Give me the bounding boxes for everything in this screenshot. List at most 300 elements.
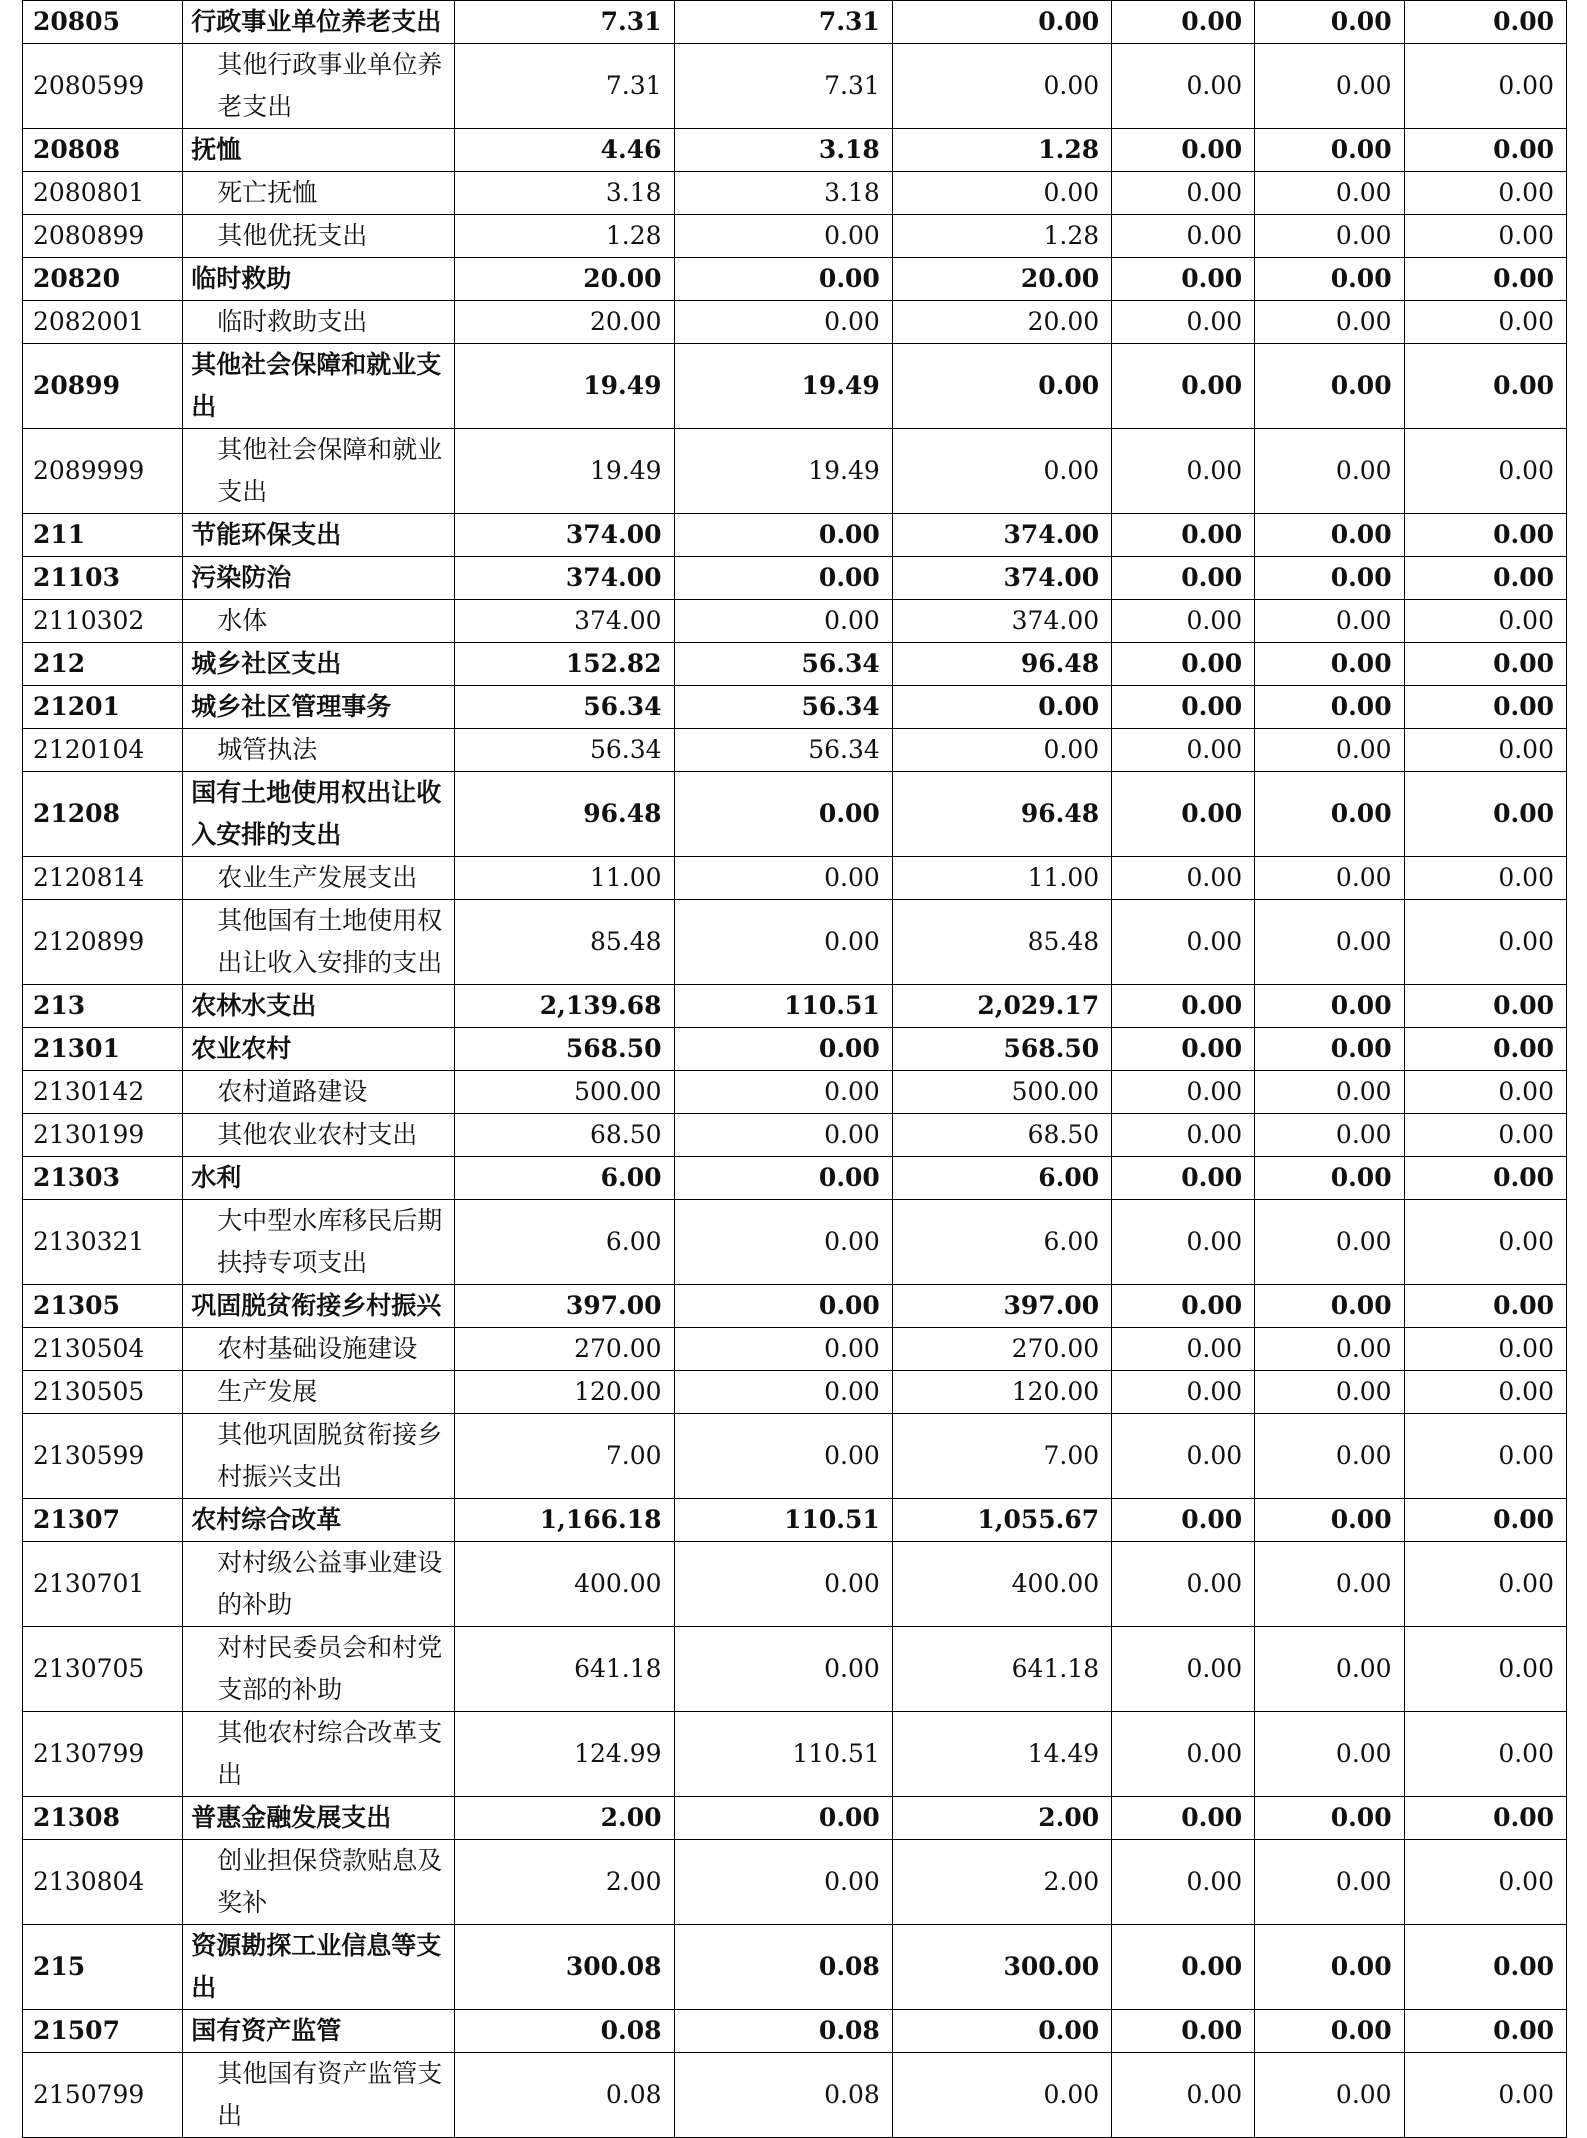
amount-cell: 397.00 xyxy=(455,1285,674,1328)
subject-name-cell: 城乡社区支出 xyxy=(183,643,455,686)
subject-code-cell: 2082001 xyxy=(23,301,183,344)
amount-cell: 0.00 xyxy=(1404,1,1566,44)
amount-cell: 0.00 xyxy=(1255,44,1404,129)
subject-code-cell: 212 xyxy=(23,643,183,686)
amount-cell: 0.00 xyxy=(674,857,892,900)
table-row xyxy=(23,1,1567,44)
amount-cell: 0.00 xyxy=(1112,172,1255,215)
amount-cell: 0.00 xyxy=(674,1285,892,1328)
amount-cell: 68.50 xyxy=(455,1114,674,1157)
amount-cell: 374.00 xyxy=(892,557,1111,600)
subject-code-cell: 2089999 xyxy=(23,429,183,514)
amount-cell: 2.00 xyxy=(455,1797,674,1840)
subject-name-cell: 国有土地使用权出让收入安排的支出 xyxy=(183,772,455,857)
amount-cell: 0.00 xyxy=(892,2010,1111,2053)
amount-cell: 0.00 xyxy=(1255,557,1404,600)
amount-cell: 14.49 xyxy=(892,1712,1111,1797)
amount-cell: 110.51 xyxy=(674,985,892,1028)
amount-cell: 0.00 xyxy=(674,1071,892,1114)
amount-cell: 19.49 xyxy=(674,429,892,514)
amount-cell: 0.00 xyxy=(1404,172,1566,215)
amount-cell: 0.00 xyxy=(674,1627,892,1712)
amount-cell: 0.00 xyxy=(1255,985,1404,1028)
amount-cell: 0.00 xyxy=(1255,729,1404,772)
amount-cell: 0.00 xyxy=(1404,1414,1566,1499)
subject-code-cell: 20808 xyxy=(23,129,183,172)
subject-code-cell: 2130142 xyxy=(23,1071,183,1114)
amount-cell: 0.00 xyxy=(1112,215,1255,258)
subject-code-cell: 2120899 xyxy=(23,900,183,985)
amount-cell: 0.00 xyxy=(1255,686,1404,729)
amount-cell: 300.08 xyxy=(455,1925,674,2010)
amount-cell: 1.28 xyxy=(892,215,1111,258)
amount-cell: 152.82 xyxy=(455,643,674,686)
amount-cell: 0.00 xyxy=(1112,1925,1255,2010)
subject-name-cell: 其他农村综合改革支出 xyxy=(183,1712,455,1797)
table-row xyxy=(23,215,1567,258)
amount-cell: 7.31 xyxy=(674,1,892,44)
amount-cell: 0.00 xyxy=(1255,514,1404,557)
amount-cell: 0.00 xyxy=(1112,857,1255,900)
amount-cell: 20.00 xyxy=(455,258,674,301)
amount-cell: 0.00 xyxy=(1112,429,1255,514)
subject-code-cell: 213 xyxy=(23,985,183,1028)
amount-cell: 0.00 xyxy=(674,1542,892,1627)
table-row xyxy=(23,2053,1567,2138)
amount-cell: 0.00 xyxy=(1255,1499,1404,1542)
amount-cell: 374.00 xyxy=(892,514,1111,557)
subject-code-cell: 2080899 xyxy=(23,215,183,258)
subject-name-cell: 临时救助支出 xyxy=(183,301,455,344)
amount-cell: 0.00 xyxy=(1404,686,1566,729)
amount-cell: 0.00 xyxy=(1404,1371,1566,1414)
subject-name-cell: 农村综合改革 xyxy=(183,1499,455,1542)
amount-cell: 397.00 xyxy=(892,1285,1111,1328)
amount-cell: 0.00 xyxy=(1404,2053,1566,2138)
subject-name-cell: 城管执法 xyxy=(183,729,455,772)
table-row xyxy=(23,1627,1567,1712)
subject-name-cell: 其他国有土地使用权出让收入安排的支出 xyxy=(183,900,455,985)
amount-cell: 68.50 xyxy=(892,1114,1111,1157)
table-row xyxy=(23,1840,1567,1925)
table-row xyxy=(23,2010,1567,2053)
subject-code-cell: 21305 xyxy=(23,1285,183,1328)
table-row xyxy=(23,1157,1567,1200)
amount-cell: 0.00 xyxy=(1255,429,1404,514)
table-row xyxy=(23,1499,1567,1542)
amount-cell: 0.00 xyxy=(1255,258,1404,301)
table-row xyxy=(23,1285,1567,1328)
subject-name-cell: 其他农业农村支出 xyxy=(183,1114,455,1157)
table-row xyxy=(23,1028,1567,1071)
amount-cell: 500.00 xyxy=(892,1071,1111,1114)
subject-name-cell: 其他巩固脱贫衔接乡村振兴支出 xyxy=(183,1414,455,1499)
subject-name-cell: 临时救助 xyxy=(183,258,455,301)
amount-cell: 7.31 xyxy=(674,44,892,129)
amount-cell: 0.00 xyxy=(1112,301,1255,344)
amount-cell: 0.00 xyxy=(1404,1925,1566,2010)
amount-cell: 0.00 xyxy=(1404,1840,1566,1925)
amount-cell: 400.00 xyxy=(455,1542,674,1627)
subject-code-cell: 2080599 xyxy=(23,44,183,129)
table-row xyxy=(23,1071,1567,1114)
amount-cell: 0.00 xyxy=(1112,1840,1255,1925)
amount-cell: 0.00 xyxy=(892,686,1111,729)
amount-cell: 0.00 xyxy=(674,1114,892,1157)
amount-cell: 0.00 xyxy=(1404,1712,1566,1797)
subject-name-cell: 生产发展 xyxy=(183,1371,455,1414)
amount-cell: 0.00 xyxy=(1112,557,1255,600)
amount-cell: 0.00 xyxy=(1404,1200,1566,1285)
amount-cell: 0.00 xyxy=(1255,643,1404,686)
table-row xyxy=(23,1925,1567,2010)
amount-cell: 0.00 xyxy=(1112,1499,1255,1542)
subject-name-cell: 农林水支出 xyxy=(183,985,455,1028)
table-row xyxy=(23,900,1567,985)
amount-cell: 6.00 xyxy=(455,1157,674,1200)
amount-cell: 0.00 xyxy=(1112,1285,1255,1328)
amount-cell: 0.00 xyxy=(1404,215,1566,258)
amount-cell: 0.00 xyxy=(1404,900,1566,985)
subject-code-cell: 21201 xyxy=(23,686,183,729)
amount-cell: 120.00 xyxy=(892,1371,1111,1414)
amount-cell: 568.50 xyxy=(455,1028,674,1071)
amount-cell: 0.00 xyxy=(1112,1414,1255,1499)
subject-code-cell: 2130804 xyxy=(23,1840,183,1925)
amount-cell: 0.00 xyxy=(1112,772,1255,857)
subject-name-cell: 其他行政事业单位养老支出 xyxy=(183,44,455,129)
amount-cell: 56.34 xyxy=(455,686,674,729)
amount-cell: 0.00 xyxy=(1404,600,1566,643)
amount-cell: 0.00 xyxy=(1404,1797,1566,1840)
subject-name-cell: 其他国有资产监管支出 xyxy=(183,2053,455,2138)
amount-cell: 0.00 xyxy=(1255,1028,1404,1071)
amount-cell: 1.28 xyxy=(892,129,1111,172)
amount-cell: 0.00 xyxy=(1112,1,1255,44)
amount-cell: 0.00 xyxy=(674,1797,892,1840)
amount-cell: 0.00 xyxy=(1404,1114,1566,1157)
amount-cell: 0.00 xyxy=(1255,129,1404,172)
amount-cell: 2.00 xyxy=(892,1840,1111,1925)
amount-cell: 0.00 xyxy=(674,301,892,344)
amount-cell: 0.00 xyxy=(1112,129,1255,172)
subject-name-cell: 抚恤 xyxy=(183,129,455,172)
amount-cell: 7.00 xyxy=(455,1414,674,1499)
subject-code-cell: 2120104 xyxy=(23,729,183,772)
table-row xyxy=(23,729,1567,772)
subject-code-cell: 21103 xyxy=(23,557,183,600)
amount-cell: 0.08 xyxy=(674,2010,892,2053)
amount-cell: 0.00 xyxy=(1255,1925,1404,2010)
amount-cell: 0.00 xyxy=(1112,729,1255,772)
table-row xyxy=(23,1712,1567,1797)
amount-cell: 0.00 xyxy=(1112,2053,1255,2138)
amount-cell: 0.00 xyxy=(1404,1285,1566,1328)
table-row xyxy=(23,643,1567,686)
amount-cell: 0.00 xyxy=(1112,514,1255,557)
amount-cell: 0.00 xyxy=(1404,643,1566,686)
amount-cell: 19.49 xyxy=(455,429,674,514)
subject-name-cell: 行政事业单位养老支出 xyxy=(183,1,455,44)
amount-cell: 0.00 xyxy=(1112,1627,1255,1712)
amount-cell: 20.00 xyxy=(892,258,1111,301)
amount-cell: 0.00 xyxy=(1404,772,1566,857)
amount-cell: 0.08 xyxy=(455,2010,674,2053)
amount-cell: 7.31 xyxy=(455,44,674,129)
amount-cell: 0.00 xyxy=(1404,301,1566,344)
amount-cell: 0.00 xyxy=(1404,2010,1566,2053)
amount-cell: 0.00 xyxy=(1404,1157,1566,1200)
subject-code-cell: 20820 xyxy=(23,258,183,301)
amount-cell: 0.00 xyxy=(1255,1840,1404,1925)
amount-cell: 3.18 xyxy=(455,172,674,215)
subject-code-cell: 21507 xyxy=(23,2010,183,2053)
amount-cell: 0.00 xyxy=(1112,686,1255,729)
amount-cell: 19.49 xyxy=(674,344,892,429)
amount-cell: 0.00 xyxy=(1112,44,1255,129)
amount-cell: 7.00 xyxy=(892,1414,1111,1499)
subject-code-cell: 21208 xyxy=(23,772,183,857)
subject-code-cell: 20899 xyxy=(23,344,183,429)
amount-cell: 641.18 xyxy=(892,1627,1111,1712)
amount-cell: 0.00 xyxy=(1255,1157,1404,1200)
table-row xyxy=(23,1328,1567,1371)
amount-cell: 96.48 xyxy=(455,772,674,857)
amount-cell: 0.00 xyxy=(1404,1542,1566,1627)
amount-cell: 1,166.18 xyxy=(455,1499,674,1542)
amount-cell: 0.00 xyxy=(674,1328,892,1371)
amount-cell: 0.00 xyxy=(1404,129,1566,172)
budget-expenditure-table xyxy=(22,0,1567,2138)
amount-cell: 0.00 xyxy=(674,1371,892,1414)
table-row xyxy=(23,1200,1567,1285)
table-row xyxy=(23,686,1567,729)
amount-cell: 85.48 xyxy=(892,900,1111,985)
amount-cell: 1,055.67 xyxy=(892,1499,1111,1542)
subject-name-cell: 农村道路建设 xyxy=(183,1071,455,1114)
amount-cell: 0.00 xyxy=(1112,1157,1255,1200)
subject-code-cell: 21307 xyxy=(23,1499,183,1542)
table-body xyxy=(23,1,1567,2138)
subject-name-cell: 大中型水库移民后期扶持专项支出 xyxy=(183,1200,455,1285)
subject-name-cell: 创业担保贷款贴息及奖补 xyxy=(183,1840,455,1925)
amount-cell: 0.00 xyxy=(892,1,1111,44)
subject-code-cell: 2130705 xyxy=(23,1627,183,1712)
subject-name-cell: 国有资产监管 xyxy=(183,2010,455,2053)
amount-cell: 11.00 xyxy=(455,857,674,900)
amount-cell: 0.00 xyxy=(892,344,1111,429)
amount-cell: 1.28 xyxy=(455,215,674,258)
amount-cell: 400.00 xyxy=(892,1542,1111,1627)
amount-cell: 0.00 xyxy=(892,44,1111,129)
amount-cell: 0.00 xyxy=(674,1840,892,1925)
subject-code-cell: 2150799 xyxy=(23,2053,183,2138)
amount-cell: 2,139.68 xyxy=(455,985,674,1028)
subject-code-cell: 2110302 xyxy=(23,600,183,643)
subject-code-cell: 2130599 xyxy=(23,1414,183,1499)
amount-cell: 0.00 xyxy=(1255,172,1404,215)
subject-name-cell: 城乡社区管理事务 xyxy=(183,686,455,729)
amount-cell: 4.46 xyxy=(455,129,674,172)
subject-name-cell: 资源勘探工业信息等支出 xyxy=(183,1925,455,2010)
amount-cell: 0.00 xyxy=(892,2053,1111,2138)
table-row xyxy=(23,301,1567,344)
amount-cell: 6.00 xyxy=(892,1200,1111,1285)
amount-cell: 2,029.17 xyxy=(892,985,1111,1028)
amount-cell: 0.00 xyxy=(1112,1328,1255,1371)
subject-code-cell: 21308 xyxy=(23,1797,183,1840)
amount-cell: 3.18 xyxy=(674,129,892,172)
amount-cell: 110.51 xyxy=(674,1499,892,1542)
amount-cell: 85.48 xyxy=(455,900,674,985)
subject-code-cell: 215 xyxy=(23,1925,183,2010)
amount-cell: 0.00 xyxy=(1404,1328,1566,1371)
table-row xyxy=(23,514,1567,557)
amount-cell: 7.31 xyxy=(455,1,674,44)
amount-cell: 0.00 xyxy=(1112,344,1255,429)
amount-cell: 0.00 xyxy=(1255,600,1404,643)
table-row xyxy=(23,772,1567,857)
amount-cell: 0.00 xyxy=(892,729,1111,772)
amount-cell: 0.00 xyxy=(1112,1114,1255,1157)
amount-cell: 0.00 xyxy=(1404,344,1566,429)
amount-cell: 0.00 xyxy=(1112,1797,1255,1840)
table-row xyxy=(23,985,1567,1028)
amount-cell: 0.08 xyxy=(674,1925,892,2010)
amount-cell: 0.00 xyxy=(1112,258,1255,301)
subject-name-cell: 巩固脱贫衔接乡村振兴 xyxy=(183,1285,455,1328)
amount-cell: 0.00 xyxy=(674,772,892,857)
table-row xyxy=(23,1371,1567,1414)
table-row xyxy=(23,1797,1567,1840)
amount-cell: 96.48 xyxy=(892,643,1111,686)
amount-cell: 0.00 xyxy=(1255,857,1404,900)
amount-cell: 568.50 xyxy=(892,1028,1111,1071)
amount-cell: 0.00 xyxy=(1255,1200,1404,1285)
amount-cell: 0.00 xyxy=(1112,2010,1255,2053)
amount-cell: 96.48 xyxy=(892,772,1111,857)
subject-name-cell: 水利 xyxy=(183,1157,455,1200)
amount-cell: 0.00 xyxy=(1112,643,1255,686)
amount-cell: 0.08 xyxy=(455,2053,674,2138)
amount-cell: 374.00 xyxy=(892,600,1111,643)
amount-cell: 6.00 xyxy=(892,1157,1111,1200)
subject-code-cell: 21303 xyxy=(23,1157,183,1200)
subject-code-cell: 2130701 xyxy=(23,1542,183,1627)
amount-cell: 0.00 xyxy=(1112,600,1255,643)
amount-cell: 6.00 xyxy=(455,1200,674,1285)
amount-cell: 56.34 xyxy=(674,643,892,686)
amount-cell: 300.00 xyxy=(892,1925,1111,2010)
table-row xyxy=(23,129,1567,172)
amount-cell: 0.00 xyxy=(1112,900,1255,985)
amount-cell: 0.00 xyxy=(1255,215,1404,258)
amount-cell: 270.00 xyxy=(892,1328,1111,1371)
table-row xyxy=(23,600,1567,643)
amount-cell: 56.34 xyxy=(674,729,892,772)
table-row xyxy=(23,557,1567,600)
amount-cell: 0.00 xyxy=(1112,1071,1255,1114)
amount-cell: 0.00 xyxy=(1255,1114,1404,1157)
amount-cell: 0.00 xyxy=(1404,557,1566,600)
amount-cell: 0.00 xyxy=(1404,258,1566,301)
amount-cell: 0.00 xyxy=(674,1028,892,1071)
subject-name-cell: 农村基础设施建设 xyxy=(183,1328,455,1371)
amount-cell: 374.00 xyxy=(455,514,674,557)
table-row xyxy=(23,1414,1567,1499)
amount-cell: 0.00 xyxy=(1112,1371,1255,1414)
amount-cell: 0.00 xyxy=(674,600,892,643)
amount-cell: 0.00 xyxy=(1112,1028,1255,1071)
amount-cell: 0.00 xyxy=(1112,1712,1255,1797)
table-row xyxy=(23,1114,1567,1157)
amount-cell: 0.00 xyxy=(1255,344,1404,429)
subject-name-cell: 对村级公益事业建设的补助 xyxy=(183,1542,455,1627)
subject-name-cell: 节能环保支出 xyxy=(183,514,455,557)
amount-cell: 0.00 xyxy=(1404,985,1566,1028)
table-row xyxy=(23,429,1567,514)
amount-cell: 0.00 xyxy=(892,429,1111,514)
subject-name-cell: 水体 xyxy=(183,600,455,643)
table-row xyxy=(23,258,1567,301)
amount-cell: 0.00 xyxy=(674,900,892,985)
amount-cell: 0.00 xyxy=(1112,1542,1255,1627)
table-row xyxy=(23,172,1567,215)
subject-code-cell: 211 xyxy=(23,514,183,557)
subject-code-cell: 20805 xyxy=(23,1,183,44)
subject-name-cell: 其他社会保障和就业支出 xyxy=(183,429,455,514)
table-row xyxy=(23,1542,1567,1627)
amount-cell: 0.00 xyxy=(1255,1071,1404,1114)
amount-cell: 0.00 xyxy=(1255,772,1404,857)
amount-cell: 0.00 xyxy=(674,215,892,258)
amount-cell: 0.00 xyxy=(1255,2010,1404,2053)
amount-cell: 0.00 xyxy=(1255,1627,1404,1712)
subject-name-cell: 普惠金融发展支出 xyxy=(183,1797,455,1840)
amount-cell: 0.00 xyxy=(1404,857,1566,900)
amount-cell: 0.00 xyxy=(1255,1797,1404,1840)
amount-cell: 0.00 xyxy=(674,557,892,600)
amount-cell: 0.00 xyxy=(1112,985,1255,1028)
amount-cell: 0.00 xyxy=(674,1200,892,1285)
amount-cell: 0.00 xyxy=(674,258,892,301)
amount-cell: 0.00 xyxy=(892,172,1111,215)
subject-code-cell: 21301 xyxy=(23,1028,183,1071)
amount-cell: 11.00 xyxy=(892,857,1111,900)
amount-cell: 2.00 xyxy=(455,1840,674,1925)
amount-cell: 374.00 xyxy=(455,600,674,643)
subject-code-cell: 2080801 xyxy=(23,172,183,215)
amount-cell: 0.00 xyxy=(674,514,892,557)
subject-code-cell: 2130199 xyxy=(23,1114,183,1157)
amount-cell: 0.00 xyxy=(1404,514,1566,557)
amount-cell: 0.00 xyxy=(1404,44,1566,129)
subject-name-cell: 其他优抚支出 xyxy=(183,215,455,258)
amount-cell: 20.00 xyxy=(455,301,674,344)
amount-cell: 0.00 xyxy=(1255,1371,1404,1414)
amount-cell: 0.00 xyxy=(1404,729,1566,772)
amount-cell: 19.49 xyxy=(455,344,674,429)
subject-name-cell: 死亡抚恤 xyxy=(183,172,455,215)
subject-name-cell: 农业生产发展支出 xyxy=(183,857,455,900)
amount-cell: 0.00 xyxy=(1255,1285,1404,1328)
amount-cell: 110.51 xyxy=(674,1712,892,1797)
amount-cell: 0.08 xyxy=(674,2053,892,2138)
amount-cell: 0.00 xyxy=(1255,1542,1404,1627)
table-row xyxy=(23,344,1567,429)
amount-cell: 0.00 xyxy=(674,1414,892,1499)
subject-name-cell: 污染防治 xyxy=(183,557,455,600)
